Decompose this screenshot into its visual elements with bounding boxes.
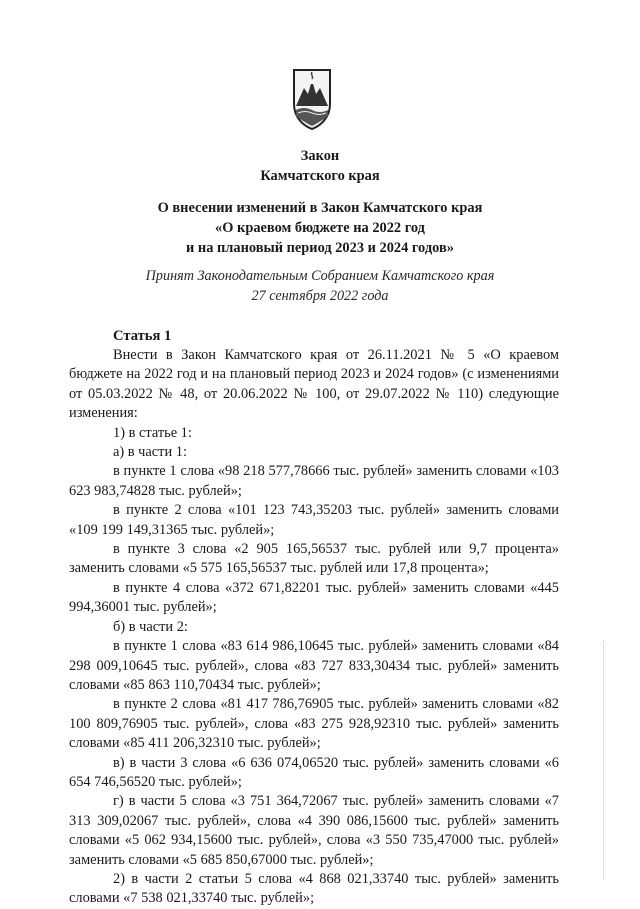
paragraph-point-2: в пункте 2 слова «101 123 743,35203 тыс. рублей» заменить словами «109 199 149,31365 тыс. рублей»; — [69, 502, 559, 538]
law-heading-line-3: и на плановый период 2023 и 2024 годов» — [186, 240, 454, 256]
paragraph-b-point-1: в пункте 1 слова «83 614 986,10645 тыс. рублей» заменить словами «84 298 009,10645 тыс. рублей», слова «83 727 833,30434 тыс. рублей» заменить словами «85 863 110,70434 тыс. рублей»; — [69, 638, 559, 693]
law-heading-line-2: «О краевом бюджете на 2022 год — [215, 220, 425, 236]
paragraph-item-2: 2) в части 2 статьи 5 слова «4 868 021,33740 тыс. рублей» заменить словами «7 538 021,33740 тыс. рублей»; — [69, 870, 559, 907]
paragraph-point-4: в пункте 4 слова «372 671,82201 тыс. рублей» заменить словами «445 994,36001 тыс. рублей»; — [69, 579, 559, 616]
paragraph-point-1: в пункте 1 слова «98 218 577,78666 тыс. рублей» заменить словами «103 623 983,74828 тыс. рублей»; — [69, 463, 559, 499]
paragraph-subitem-v: в) в части 3 слова «6 636 074,06520 тыс. рублей» заменить словами «6 654 746,56520 тыс. рублей»; — [69, 754, 559, 790]
scan-margin-artifact — [603, 640, 605, 880]
article-title: Статья 1 — [113, 328, 172, 344]
adoption-statement: Принят Законодательным Собранием Камчатского края — [145, 268, 495, 284]
paragraph-subitem-g: г) в части 5 слова «3 751 364,72067 тыс. рублей» заменить словами «7 313 309,02067 тыс. рублей», слова «4 390 086,15600 тыс. рублей» заменить словами «5 062 934,15600 тыс. рублей», слова «3 550 735,47000 тыс. рублей» заменить словами «5 685 850,67000 тыс. рублей»; — [69, 793, 559, 868]
paragraph-intro: Внести в Закон Камчатского края от 26.11.2021 № 5 «О краевом бюджете на 2022 год и на плановый период 2023 и 2024 годов» (с изменениями от 05.03.2022 № 48, от 20.06.2022 № 100, от 29.07.2022 № 110) следующие изменения: — [69, 347, 559, 422]
region-title: Камчатского края — [260, 168, 380, 184]
paragraph-subitem-a: а) в части 1: — [113, 444, 187, 461]
kamchatka-coat-of-arms-emblem — [290, 66, 334, 130]
adoption-date: 27 сентября 2022 года — [251, 288, 389, 304]
paragraph-point-3: в пункте 3 слова «2 905 165,56537 тыс. рублей или 9,7 процента» заменить словами «5 575 165,56537 тыс. рублей или 17,8 процента»; — [69, 541, 559, 577]
article-body — [69, 346, 559, 909]
paragraph-subitem-b: б) в части 2: — [113, 618, 188, 635]
law-heading-line-1: О внесении изменений в Закон Камчатского края — [157, 200, 483, 216]
document-type-title: Закон — [300, 148, 340, 164]
paragraph-item-1: 1) в статье 1: — [113, 424, 192, 441]
paragraph-b-point-2: в пункте 2 слова «81 417 786,76905 тыс. рублей» заменить словами «82 100 809,76905 тыс. рублей», слова «83 275 928,92310 тыс. рублей» заменить словами «85 411 206,32310 тыс. рублей»; — [69, 696, 559, 752]
